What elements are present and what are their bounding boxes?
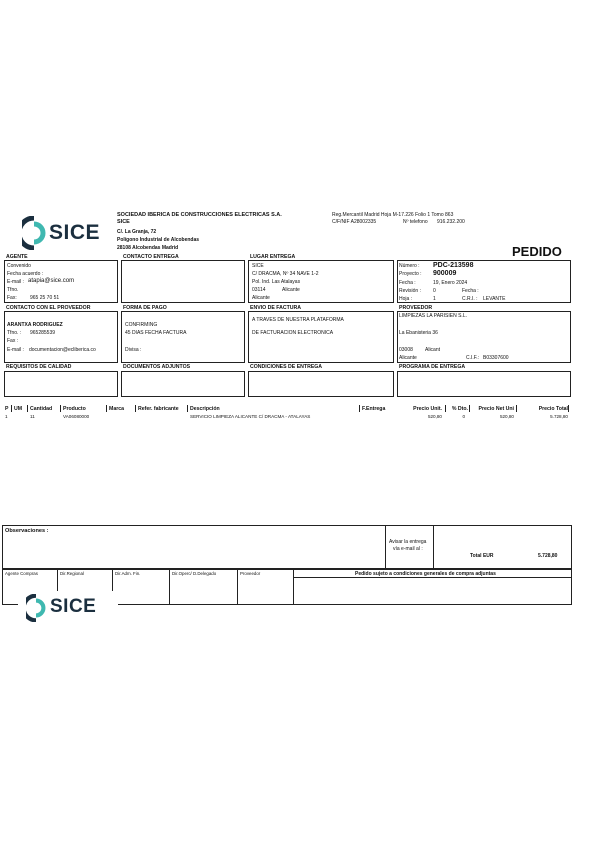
proveedor-address: La Ebanisteria 36 — [399, 330, 438, 336]
agente-title: AGENTE — [6, 254, 28, 260]
contacto-entrega-box — [121, 260, 245, 303]
firma-line — [293, 577, 572, 578]
phone-label: Nº telefono — [403, 219, 428, 225]
proveedor-name: LIMPIEZAS LA PARISIEN S.L. — [399, 313, 467, 319]
sice-footer-logo-text: SICE — [50, 596, 97, 617]
contacto-proveedor-title: CONTACTO CON EL PROVEEDOR — [6, 305, 91, 311]
col-sep — [568, 405, 569, 412]
forma-pago-l1: CONFIRMING — [125, 322, 158, 328]
col-cantidad: Cantidad — [30, 406, 53, 412]
col-refer: Refer. fabricante — [138, 406, 179, 412]
contacto-proveedor-box — [4, 311, 118, 363]
footer-sep — [433, 525, 434, 569]
col-sep — [60, 405, 61, 412]
envio-l1: A TRAVES DE NUESTRA PLATAFORMA — [252, 317, 344, 323]
calidad-title: REQUISITOS DE CALIDAD — [6, 364, 72, 370]
col-dto: % Dto. — [451, 406, 468, 412]
lugar-prov: Alicante — [252, 295, 270, 301]
col-sep — [135, 405, 136, 412]
hoja-value: 1 — [433, 296, 436, 302]
condiciones-generales: Pedido sujeto a condiciones generales de compra adjuntas — [355, 571, 496, 577]
col-fentrega: F.Entrega — [362, 406, 386, 412]
divisa-label: Divisa : — [125, 347, 142, 353]
adjuntos-box — [121, 371, 245, 397]
revision-label: Revisión : — [399, 288, 421, 294]
proveedor-prov: Alicante — [399, 355, 417, 361]
firma-sep — [169, 569, 170, 605]
envio-l2: DE FACTURACION ELECTRONICA — [252, 330, 334, 336]
revision-value: 0 — [433, 288, 436, 294]
col-sep — [27, 405, 28, 412]
hoja-label: Hoja : — [399, 296, 413, 302]
col-sep — [106, 405, 107, 412]
firma-sep — [237, 569, 238, 605]
observaciones-box — [2, 525, 572, 569]
col-descripcion: Descripción — [190, 406, 220, 412]
col-sep — [187, 405, 188, 412]
cri-label: C.R.I. : — [462, 296, 478, 302]
proyecto-value: 900009 — [433, 270, 457, 277]
firma-agente: Agente Compras — [5, 571, 38, 576]
proyecto-label: Proyecto : — [399, 271, 422, 277]
firma-dir-regional: Dir.Regional — [60, 571, 84, 576]
col-marca: Marca — [109, 406, 124, 412]
observaciones-label: Observaciones : — [5, 528, 49, 534]
row-p: 1 — [5, 414, 8, 419]
company-street: C/. La Granja, 72 — [117, 229, 157, 235]
col-sep — [469, 405, 470, 412]
forma-pago-l2: 45 DIAS FECHA FACTURA — [125, 330, 187, 336]
lugar-entrega-title: LUGAR ENTREGA — [250, 254, 296, 260]
agente-tfno-label: Tfno. — [7, 287, 19, 293]
agente-fax-label: Fax: — [7, 295, 17, 301]
col-sep — [445, 405, 446, 412]
row-precio-net: 520,80 — [499, 414, 514, 419]
forma-pago-box — [121, 311, 245, 363]
programa-box — [397, 371, 571, 397]
lugar-l2: C/ DRACMA, Nº 34 NAVE 1-2 — [252, 271, 319, 277]
col-sep — [11, 405, 12, 412]
lugar-city: Alicante — [282, 287, 300, 293]
proveedor-cp: 03008 — [399, 347, 413, 353]
programa-title: PROGRAMA DE ENTREGA — [399, 364, 466, 370]
col-precio-total: Precio Total — [538, 406, 568, 412]
company-cif: C/F/NIF A28002335 — [332, 219, 377, 225]
doc-title: PEDIDO — [512, 244, 562, 259]
lugar-l1: SICE — [252, 263, 264, 269]
company-registry: Reg.Mercantil Madrid Hoja M-17.226 Folio 1 Tomo 863 — [332, 212, 454, 218]
adjuntos-title: DOCUMENTOS ADJUNTOS — [123, 364, 191, 370]
proveedor-cif-label: C.I.F.: — [466, 355, 480, 361]
proveedor-title: PROVEEDOR — [399, 305, 433, 311]
agente-fax: 965 25 70 51 — [30, 295, 60, 301]
agente-email: atapia@sice.com — [28, 278, 75, 284]
cp-fax-label: Fax : — [7, 338, 19, 344]
company-name: SOCIEDAD IBERICA DE CONSTRUCCIONES ELECTRICAS S.A. — [117, 212, 282, 218]
sice-logo-icon — [22, 216, 46, 250]
firma-proveedor: Proveedor — [240, 571, 261, 576]
contacto-proveedor-name: ARANTXA RODRIGUEZ — [7, 322, 63, 328]
contacto-entrega-title: CONTACTO ENTREGA — [123, 254, 179, 260]
company-phone: 916.232.200 — [437, 219, 465, 225]
condiciones-title: CONDICIONES DE ENTREGA — [250, 364, 323, 370]
row-dto: 0 — [462, 414, 465, 419]
col-precio-net: Precio Net Uni — [478, 406, 514, 412]
proveedor-city: Alicant — [425, 347, 441, 353]
firma-dir-operc: Dir.Operc/ D.Delegado — [172, 571, 217, 576]
company-area: Polígono Industrial de Alcobendas — [117, 237, 200, 243]
cp-tfno-label: Tfno. : — [7, 330, 22, 336]
cp-email-label: E-mail : — [7, 347, 24, 353]
forma-pago-title: FORMA DE PAGO — [123, 305, 167, 311]
company-city: 28108 Alcobendas Madrid — [117, 245, 179, 251]
envio-factura-title: ENVIO DE FACTURA — [250, 305, 302, 311]
firma-dir-adm: Dir.Adm. Fin. — [115, 571, 141, 576]
cri-value: LEVANTE — [483, 296, 506, 302]
row-precio-total: 5.728,80 — [550, 414, 568, 419]
col-sep — [516, 405, 517, 412]
sice-logo-text: SICE — [49, 221, 101, 244]
agente-l2: Fecha acuerdo : — [7, 271, 44, 277]
agente-l1: Convenido — [7, 263, 31, 269]
row-descripcion: SERVICIO LIMPIEZA ALICANTE C/ DRACMA - ATALAYAS — [190, 414, 311, 419]
fecha2-label: Fecha : — [462, 288, 479, 294]
agente-email-label: E-mail : — [7, 279, 24, 285]
cp-email: documentacion@ecliberica.co — [29, 347, 96, 353]
fecha-label: Fecha : — [399, 280, 416, 286]
numero-label: Número : — [399, 263, 420, 269]
cp-tfno: 965285539 — [30, 330, 56, 336]
lugar-cp: 03114 — [252, 287, 266, 293]
row-precio-unit: 520,80 — [427, 414, 442, 419]
numero-value: PDC-213598 — [433, 262, 474, 269]
calidad-box — [4, 371, 118, 397]
fecha-value: 19, Enero 2024 — [433, 280, 468, 286]
total-value: 5.728,80 — [538, 553, 558, 559]
firma-sep — [293, 569, 294, 605]
col-producto: Producto — [63, 406, 86, 412]
avisar-label2: vía e-mail al : — [393, 546, 423, 552]
company-short: SICE — [117, 219, 130, 225]
col-um: UM — [14, 406, 23, 412]
proveedor-cif: B03307600 — [483, 355, 509, 361]
sice-footer-logo-icon — [26, 594, 46, 622]
lugar-l3: Pol. Ind. Las Atalayas — [252, 279, 301, 285]
row-um: 11 — [30, 414, 35, 419]
col-precio-unit: Precio Unit. — [413, 406, 442, 412]
condiciones-box — [248, 371, 394, 397]
col-sep — [359, 405, 360, 412]
total-label: Total EUR — [470, 553, 494, 559]
col-p: P — [5, 406, 9, 412]
footer-sep — [385, 525, 386, 569]
row-producto: VA06080000 — [63, 414, 90, 419]
avisar-label: Avisar la entrega — [389, 539, 427, 545]
